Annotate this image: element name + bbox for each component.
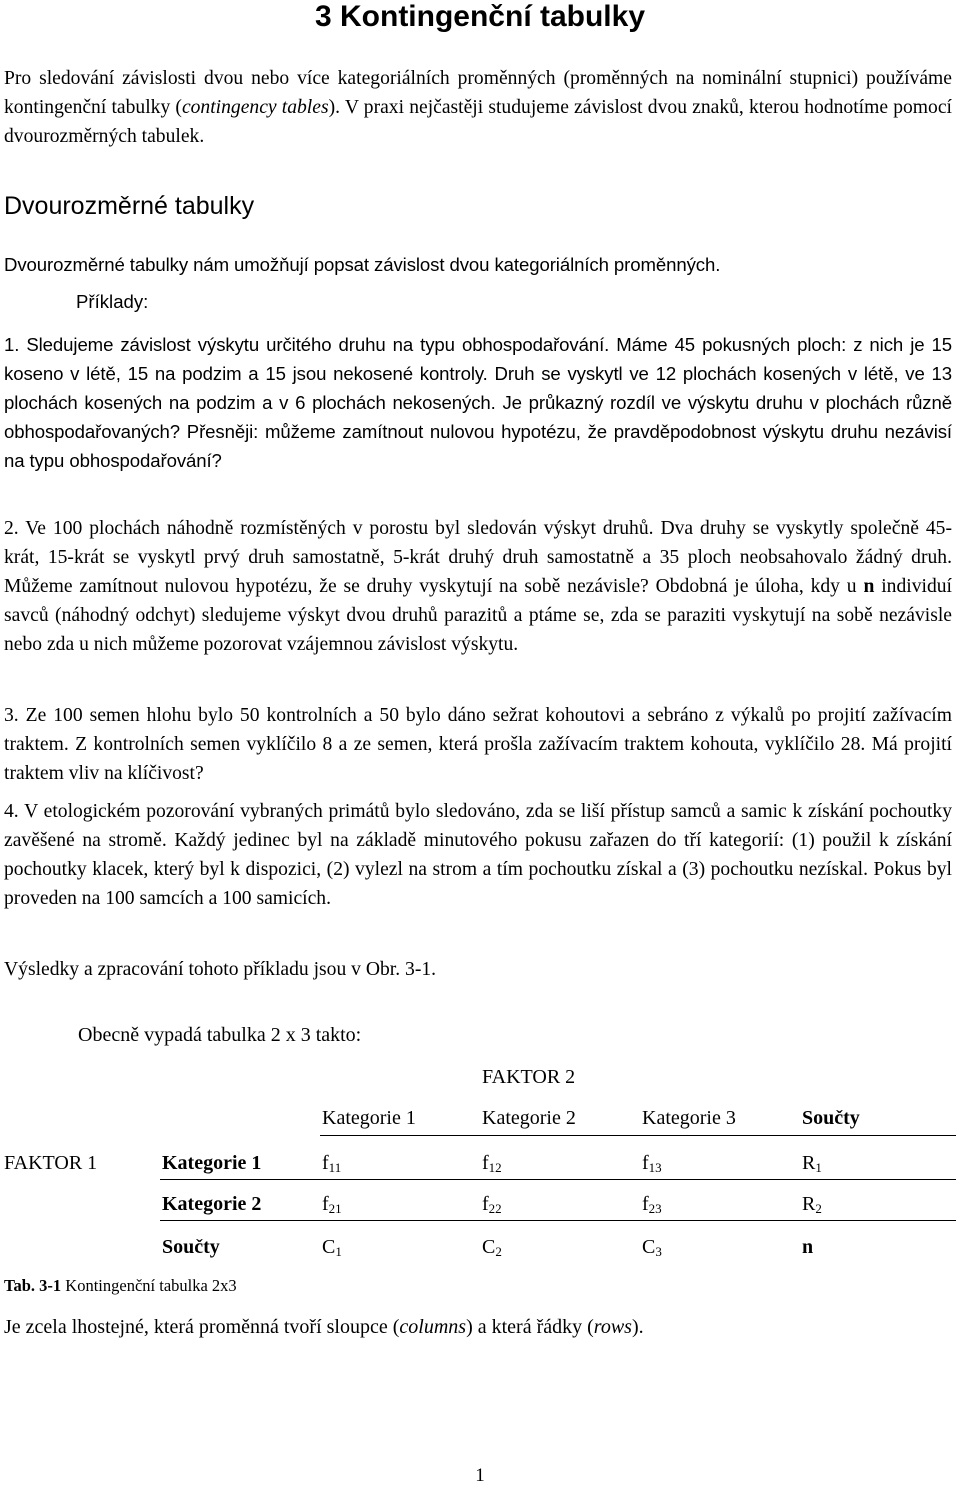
page-title: 3 Kontingenční tabulky [314, 0, 646, 33]
row-2-rule [160, 1220, 956, 1221]
cell-f21: $f_{21}$ [322, 1193, 342, 1216]
col-header-sums: Součty [802, 1107, 860, 1129]
factor-2-label: FAKTOR 2 [482, 1066, 576, 1088]
cell-f11: $f_{11}$ [322, 1152, 342, 1175]
cell-f23: $f_{23}$ [642, 1193, 662, 1216]
example-4: 4. V etologickém pozorování vybraných primátů bylo sledováno, zda se liší přístup samců a samic k získání pochoutky zavěšené na stromě. Každý jedinec byl na základě minutového pokusu zařazen do tří kategorií: (1) použil k získání pochoutky klacek, který byl k dispozici, (2) vylezl na strom a tím pochoutku získal a (3) pochoutku nezískal. Pokus byl proveden na 100 samcích a 100 samicích. [4, 801, 952, 909]
term-rows: rows [593, 1316, 632, 1338]
col-header-3: Kategorie 3 [642, 1107, 736, 1129]
example-3: 3. Ze 100 semen hlohu bylo 50 kontrolních a 50 bylo dáno sežrat kohoutovi a sebráno z výkalů po projití zažívacím traktem. Z kontrolních semen vyklíčilo 8 a ze semen, která prošla zažívacím traktem kohouta, vyklíčilo 28. Má projití traktem vliv na klíčivost? [4, 705, 952, 784]
cell-f13: $f_{13}$ [642, 1152, 662, 1175]
intro-text-2: ). V praxi nejčastěji studujeme závislost dvou znaků, kterou hodnotíme pomocí dvourozměrných tabulek. [4, 97, 952, 147]
intro-paragraph [4, 64, 952, 151]
intro-text-1: Pro sledování závislosti dvou nebo více kategoriálních proměnných (proměnných na nominální stupnici) používáme kontingenční tabulky ( [4, 68, 952, 118]
example-2 [4, 514, 952, 659]
row-header-sums: Součty [162, 1236, 220, 1258]
cell-f22: $f_{22}$ [482, 1193, 502, 1216]
col-header-2: Kategorie 2 [482, 1107, 576, 1129]
example-2-n: n [863, 576, 875, 597]
header-rule [320, 1135, 956, 1136]
general-table-intro: Obecně vypadá tabulka 2 x 3 takto: [78, 1024, 362, 1046]
section-intro: Dvourozměrné tabulky nám umožňují popsat závislost dvou kategoriálních proměnných. [4, 254, 721, 275]
results-note: Výsledky a zpracování tohoto příkladu jsou v Obr. 3-1. [4, 959, 437, 980]
term-columns: columns [399, 1316, 467, 1338]
example-1: 1. Sledujeme závislost výskytu určitého druhu na typu obhospodařování. Máme 45 pokusných ploch: z nich je 15 koseno v létě, 15 na podzim a 15 jsou nekosené kontroly. Druh se vyskytl ve 12 plochách kosených v létě, ve 13 plochách kosených na podzim a v 6 plochách nekosených. Je průkazný rozdíl ve výskytu druhu v plochách různě obhospodařovaných? Přesněji: můžeme zamítnout nulovou hypotézu, že pravděpodobnost výskytu druhu nezávisí na typu obhospodařování? [4, 334, 952, 471]
cell-r2: $R_2$ [802, 1193, 822, 1216]
closing-paragraph: Je zcela lhostejné, která proměnná tvoří sloupce (columns) a která řádky (rows). [4, 1316, 644, 1338]
intro-term-italic: contingency tables [181, 97, 329, 118]
examples-label: Příklady: [76, 291, 149, 312]
table-caption [4, 1274, 237, 1298]
caption-label: Tab. 3-1 [4, 1276, 62, 1295]
cell-c2: $C_2$ [482, 1236, 502, 1259]
example-2-text-1: 2. Ve 100 plochách náhodně rozmístěných v porostu byl sledován výskyt druhů. Dva druhy se vyskytly společně 45-krát, 15-krát se vyskytl prvý druh samostatně, 5-krát druhý druh samostatně a 35 ploch neobsahovalo žádný druh. Můžeme zamítnout nulovou hypotézu, že se druhy vyskytují na sobě nezávisle? Obdobná je úloha, kdy u [4, 518, 952, 597]
cell-c3: $C_3$ [642, 1236, 662, 1259]
factor-1-label: FAKTOR 1 [4, 1152, 98, 1174]
cell-r1: $R_1$ [802, 1152, 822, 1175]
cell-f12: $f_{12}$ [482, 1152, 502, 1175]
section-heading: Dvourozměrné tabulky [4, 192, 255, 220]
example-2-text-2: individuí savců (náhodný odchyt) sledujeme výskyt dvou druhů parazitů a ptáme se, zda se paraziti vyskytují na sobě nezávisle nebo zda u nich můžeme pozorovat vzájemnou závislost výskytu. [4, 576, 952, 655]
cell-n: n [802, 1236, 814, 1258]
row-header-1: Kategorie 1 [162, 1152, 262, 1174]
row-1-rule [160, 1179, 956, 1180]
row-header-2: Kategorie 2 [162, 1193, 262, 1215]
caption-text: Kontingenční tabulka 2x3 [61, 1276, 237, 1295]
page-number: 1 [475, 1465, 485, 1486]
col-header-1: Kategorie 1 [322, 1107, 416, 1129]
cell-c1: $C_1$ [322, 1236, 342, 1259]
